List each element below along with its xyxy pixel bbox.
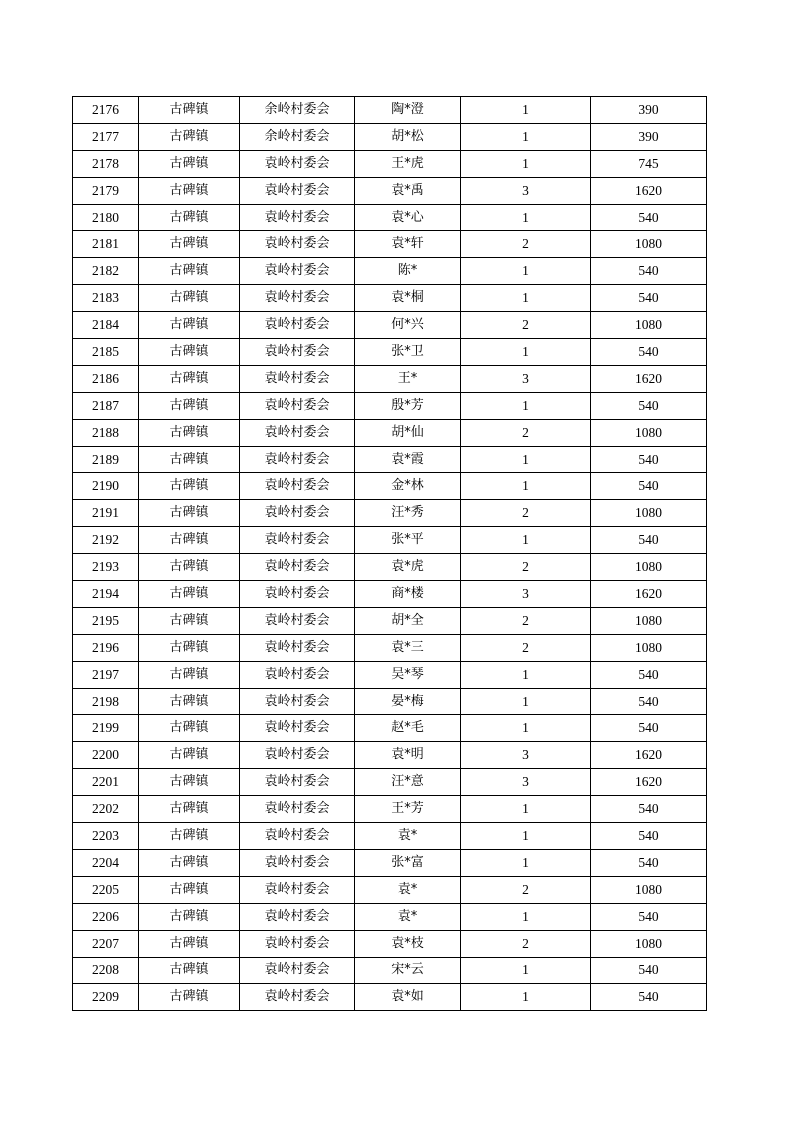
cell-serial-number: 2202 bbox=[73, 796, 139, 823]
cell-town: 古碑镇 bbox=[139, 123, 240, 150]
cell-person-count: 1 bbox=[461, 957, 591, 984]
cell-amount: 540 bbox=[591, 339, 707, 366]
cell-village-committee: 袁岭村委会 bbox=[240, 581, 355, 608]
cell-person-name: 金*林 bbox=[355, 473, 461, 500]
cell-village-committee: 袁岭村委会 bbox=[240, 258, 355, 285]
cell-village-committee: 袁岭村委会 bbox=[240, 742, 355, 769]
cell-amount: 1620 bbox=[591, 365, 707, 392]
cell-town: 古碑镇 bbox=[139, 177, 240, 204]
cell-person-count: 3 bbox=[461, 177, 591, 204]
cell-serial-number: 2178 bbox=[73, 150, 139, 177]
cell-person-name: 吴*琴 bbox=[355, 661, 461, 688]
cell-amount: 1080 bbox=[591, 634, 707, 661]
cell-amount: 540 bbox=[591, 688, 707, 715]
cell-amount: 390 bbox=[591, 123, 707, 150]
table-row bbox=[73, 419, 707, 446]
cell-amount: 540 bbox=[591, 392, 707, 419]
cell-town: 古碑镇 bbox=[139, 473, 240, 500]
cell-amount: 1620 bbox=[591, 177, 707, 204]
cell-person-count: 1 bbox=[461, 688, 591, 715]
cell-person-name: 袁*轩 bbox=[355, 231, 461, 258]
cell-village-committee: 袁岭村委会 bbox=[240, 903, 355, 930]
cell-village-committee: 余岭村委会 bbox=[240, 97, 355, 124]
cell-village-committee: 袁岭村委会 bbox=[240, 715, 355, 742]
cell-village-committee: 袁岭村委会 bbox=[240, 661, 355, 688]
cell-serial-number: 2197 bbox=[73, 661, 139, 688]
table-row bbox=[73, 688, 707, 715]
cell-serial-number: 2183 bbox=[73, 285, 139, 312]
cell-person-count: 1 bbox=[461, 204, 591, 231]
cell-person-count: 1 bbox=[461, 984, 591, 1011]
cell-town: 古碑镇 bbox=[139, 365, 240, 392]
cell-amount: 1080 bbox=[591, 500, 707, 527]
cell-town: 古碑镇 bbox=[139, 930, 240, 957]
cell-town: 古碑镇 bbox=[139, 849, 240, 876]
cell-amount: 540 bbox=[591, 796, 707, 823]
cell-village-committee: 袁岭村委会 bbox=[240, 823, 355, 850]
cell-person-name: 袁* bbox=[355, 876, 461, 903]
table-row bbox=[73, 581, 707, 608]
table-row bbox=[73, 769, 707, 796]
cell-serial-number: 2185 bbox=[73, 339, 139, 366]
cell-serial-number: 2184 bbox=[73, 312, 139, 339]
cell-person-name: 张*平 bbox=[355, 527, 461, 554]
cell-serial-number: 2188 bbox=[73, 419, 139, 446]
table-row bbox=[73, 903, 707, 930]
cell-person-name: 殷*芳 bbox=[355, 392, 461, 419]
cell-serial-number: 2187 bbox=[73, 392, 139, 419]
cell-amount: 1620 bbox=[591, 742, 707, 769]
cell-village-committee: 袁岭村委会 bbox=[240, 285, 355, 312]
cell-village-committee: 袁岭村委会 bbox=[240, 177, 355, 204]
cell-town: 古碑镇 bbox=[139, 769, 240, 796]
cell-person-name: 张*富 bbox=[355, 849, 461, 876]
table-row bbox=[73, 177, 707, 204]
cell-village-committee: 袁岭村委会 bbox=[240, 150, 355, 177]
cell-town: 古碑镇 bbox=[139, 258, 240, 285]
cell-person-count: 2 bbox=[461, 231, 591, 258]
cell-town: 古碑镇 bbox=[139, 150, 240, 177]
table-row bbox=[73, 446, 707, 473]
cell-person-count: 3 bbox=[461, 742, 591, 769]
table-row bbox=[73, 231, 707, 258]
cell-amount: 1620 bbox=[591, 581, 707, 608]
cell-person-count: 1 bbox=[461, 473, 591, 500]
cell-serial-number: 2203 bbox=[73, 823, 139, 850]
cell-serial-number: 2191 bbox=[73, 500, 139, 527]
cell-serial-number: 2206 bbox=[73, 903, 139, 930]
cell-person-count: 2 bbox=[461, 554, 591, 581]
cell-person-count: 1 bbox=[461, 446, 591, 473]
cell-amount: 1080 bbox=[591, 607, 707, 634]
cell-village-committee: 袁岭村委会 bbox=[240, 500, 355, 527]
table-row bbox=[73, 930, 707, 957]
cell-village-committee: 袁岭村委会 bbox=[240, 312, 355, 339]
cell-amount: 1080 bbox=[591, 554, 707, 581]
table-row bbox=[73, 258, 707, 285]
cell-amount: 540 bbox=[591, 823, 707, 850]
cell-village-committee: 袁岭村委会 bbox=[240, 231, 355, 258]
cell-town: 古碑镇 bbox=[139, 903, 240, 930]
cell-person-count: 2 bbox=[461, 312, 591, 339]
cell-person-name: 王*芳 bbox=[355, 796, 461, 823]
cell-person-name: 王*虎 bbox=[355, 150, 461, 177]
cell-amount: 1080 bbox=[591, 419, 707, 446]
cell-village-committee: 袁岭村委会 bbox=[240, 607, 355, 634]
cell-village-committee: 袁岭村委会 bbox=[240, 204, 355, 231]
cell-person-name: 何*兴 bbox=[355, 312, 461, 339]
cell-person-name: 袁*明 bbox=[355, 742, 461, 769]
cell-town: 古碑镇 bbox=[139, 204, 240, 231]
cell-town: 古碑镇 bbox=[139, 581, 240, 608]
cell-amount: 540 bbox=[591, 258, 707, 285]
table-row bbox=[73, 796, 707, 823]
cell-town: 古碑镇 bbox=[139, 392, 240, 419]
cell-person-name: 张*卫 bbox=[355, 339, 461, 366]
cell-village-committee: 袁岭村委会 bbox=[240, 876, 355, 903]
cell-village-committee: 袁岭村委会 bbox=[240, 339, 355, 366]
cell-serial-number: 2207 bbox=[73, 930, 139, 957]
cell-person-name: 汪*意 bbox=[355, 769, 461, 796]
cell-person-name: 袁*禹 bbox=[355, 177, 461, 204]
cell-town: 古碑镇 bbox=[139, 823, 240, 850]
cell-person-count: 3 bbox=[461, 365, 591, 392]
cell-village-committee: 袁岭村委会 bbox=[240, 419, 355, 446]
cell-person-name: 袁*枝 bbox=[355, 930, 461, 957]
cell-town: 古碑镇 bbox=[139, 419, 240, 446]
cell-village-committee: 袁岭村委会 bbox=[240, 688, 355, 715]
cell-person-count: 1 bbox=[461, 823, 591, 850]
cell-amount: 540 bbox=[591, 473, 707, 500]
cell-amount: 540 bbox=[591, 285, 707, 312]
cell-person-count: 1 bbox=[461, 258, 591, 285]
cell-town: 古碑镇 bbox=[139, 446, 240, 473]
cell-person-count: 2 bbox=[461, 876, 591, 903]
cell-amount: 1080 bbox=[591, 930, 707, 957]
cell-person-count: 1 bbox=[461, 97, 591, 124]
cell-town: 古碑镇 bbox=[139, 527, 240, 554]
table-row bbox=[73, 742, 707, 769]
cell-serial-number: 2179 bbox=[73, 177, 139, 204]
cell-town: 古碑镇 bbox=[139, 231, 240, 258]
cell-amount: 390 bbox=[591, 97, 707, 124]
cell-village-committee: 袁岭村委会 bbox=[240, 554, 355, 581]
table-row bbox=[73, 500, 707, 527]
cell-serial-number: 2181 bbox=[73, 231, 139, 258]
cell-person-count: 2 bbox=[461, 634, 591, 661]
cell-village-committee: 袁岭村委会 bbox=[240, 849, 355, 876]
cell-person-count: 2 bbox=[461, 607, 591, 634]
cell-person-count: 3 bbox=[461, 769, 591, 796]
cell-village-committee: 袁岭村委会 bbox=[240, 930, 355, 957]
cell-amount: 540 bbox=[591, 446, 707, 473]
table-row bbox=[73, 849, 707, 876]
cell-person-count: 1 bbox=[461, 285, 591, 312]
cell-person-name: 胡*松 bbox=[355, 123, 461, 150]
cell-serial-number: 2200 bbox=[73, 742, 139, 769]
cell-serial-number: 2189 bbox=[73, 446, 139, 473]
cell-village-committee: 袁岭村委会 bbox=[240, 769, 355, 796]
cell-amount: 540 bbox=[591, 204, 707, 231]
cell-amount: 540 bbox=[591, 984, 707, 1011]
cell-serial-number: 2201 bbox=[73, 769, 139, 796]
cell-town: 古碑镇 bbox=[139, 500, 240, 527]
cell-amount: 540 bbox=[591, 527, 707, 554]
cell-serial-number: 2208 bbox=[73, 957, 139, 984]
cell-town: 古碑镇 bbox=[139, 957, 240, 984]
records-table bbox=[72, 96, 707, 1011]
cell-town: 古碑镇 bbox=[139, 742, 240, 769]
cell-person-name: 宋*云 bbox=[355, 957, 461, 984]
cell-person-name: 王* bbox=[355, 365, 461, 392]
cell-serial-number: 2176 bbox=[73, 97, 139, 124]
cell-village-committee: 袁岭村委会 bbox=[240, 473, 355, 500]
cell-person-count: 1 bbox=[461, 527, 591, 554]
cell-town: 古碑镇 bbox=[139, 876, 240, 903]
cell-serial-number: 2186 bbox=[73, 365, 139, 392]
cell-person-name: 袁*桐 bbox=[355, 285, 461, 312]
cell-person-name: 晏*梅 bbox=[355, 688, 461, 715]
cell-town: 古碑镇 bbox=[139, 984, 240, 1011]
table-row bbox=[73, 876, 707, 903]
table-row bbox=[73, 123, 707, 150]
cell-amount: 540 bbox=[591, 849, 707, 876]
cell-person-count: 1 bbox=[461, 661, 591, 688]
cell-person-name: 袁*虎 bbox=[355, 554, 461, 581]
cell-town: 古碑镇 bbox=[139, 715, 240, 742]
table-row bbox=[73, 607, 707, 634]
table-row bbox=[73, 984, 707, 1011]
cell-person-count: 2 bbox=[461, 500, 591, 527]
table-row bbox=[73, 554, 707, 581]
cell-amount: 1080 bbox=[591, 876, 707, 903]
cell-person-name: 袁* bbox=[355, 903, 461, 930]
cell-serial-number: 2195 bbox=[73, 607, 139, 634]
cell-town: 古碑镇 bbox=[139, 339, 240, 366]
cell-serial-number: 2180 bbox=[73, 204, 139, 231]
table-row bbox=[73, 715, 707, 742]
cell-person-count: 1 bbox=[461, 150, 591, 177]
cell-amount: 540 bbox=[591, 957, 707, 984]
cell-serial-number: 2204 bbox=[73, 849, 139, 876]
cell-village-committee: 余岭村委会 bbox=[240, 123, 355, 150]
cell-serial-number: 2194 bbox=[73, 581, 139, 608]
table-row bbox=[73, 473, 707, 500]
table-row bbox=[73, 150, 707, 177]
cell-serial-number: 2199 bbox=[73, 715, 139, 742]
cell-village-committee: 袁岭村委会 bbox=[240, 634, 355, 661]
table-row bbox=[73, 365, 707, 392]
cell-person-name: 汪*秀 bbox=[355, 500, 461, 527]
cell-town: 古碑镇 bbox=[139, 796, 240, 823]
cell-amount: 745 bbox=[591, 150, 707, 177]
cell-village-committee: 袁岭村委会 bbox=[240, 392, 355, 419]
cell-serial-number: 2182 bbox=[73, 258, 139, 285]
cell-person-count: 2 bbox=[461, 419, 591, 446]
table-row bbox=[73, 339, 707, 366]
cell-serial-number: 2198 bbox=[73, 688, 139, 715]
cell-village-committee: 袁岭村委会 bbox=[240, 984, 355, 1011]
cell-person-name: 袁* bbox=[355, 823, 461, 850]
table-row bbox=[73, 661, 707, 688]
cell-person-count: 1 bbox=[461, 715, 591, 742]
cell-person-count: 1 bbox=[461, 796, 591, 823]
cell-village-committee: 袁岭村委会 bbox=[240, 796, 355, 823]
cell-amount: 540 bbox=[591, 715, 707, 742]
cell-serial-number: 2193 bbox=[73, 554, 139, 581]
cell-person-name: 商*楼 bbox=[355, 581, 461, 608]
cell-person-name: 赵*毛 bbox=[355, 715, 461, 742]
table-row bbox=[73, 634, 707, 661]
table-row bbox=[73, 392, 707, 419]
cell-town: 古碑镇 bbox=[139, 312, 240, 339]
cell-village-committee: 袁岭村委会 bbox=[240, 527, 355, 554]
cell-amount: 540 bbox=[591, 661, 707, 688]
cell-town: 古碑镇 bbox=[139, 607, 240, 634]
cell-person-name: 胡*仙 bbox=[355, 419, 461, 446]
cell-town: 古碑镇 bbox=[139, 554, 240, 581]
cell-person-count: 1 bbox=[461, 392, 591, 419]
cell-town: 古碑镇 bbox=[139, 661, 240, 688]
cell-village-committee: 袁岭村委会 bbox=[240, 446, 355, 473]
cell-serial-number: 2209 bbox=[73, 984, 139, 1011]
cell-serial-number: 2205 bbox=[73, 876, 139, 903]
cell-village-committee: 袁岭村委会 bbox=[240, 957, 355, 984]
cell-serial-number: 2192 bbox=[73, 527, 139, 554]
table-row bbox=[73, 957, 707, 984]
cell-serial-number: 2190 bbox=[73, 473, 139, 500]
cell-person-count: 1 bbox=[461, 339, 591, 366]
cell-town: 古碑镇 bbox=[139, 97, 240, 124]
cell-serial-number: 2196 bbox=[73, 634, 139, 661]
table-row bbox=[73, 312, 707, 339]
cell-amount: 540 bbox=[591, 903, 707, 930]
cell-person-count: 1 bbox=[461, 123, 591, 150]
cell-serial-number: 2177 bbox=[73, 123, 139, 150]
cell-person-count: 2 bbox=[461, 930, 591, 957]
cell-person-name: 袁*心 bbox=[355, 204, 461, 231]
cell-amount: 1080 bbox=[591, 231, 707, 258]
table-row bbox=[73, 285, 707, 312]
cell-person-name: 袁*如 bbox=[355, 984, 461, 1011]
cell-person-name: 陈* bbox=[355, 258, 461, 285]
cell-person-name: 袁*三 bbox=[355, 634, 461, 661]
cell-person-count: 1 bbox=[461, 849, 591, 876]
cell-person-name: 陶*澄 bbox=[355, 97, 461, 124]
table-row bbox=[73, 204, 707, 231]
cell-village-committee: 袁岭村委会 bbox=[240, 365, 355, 392]
cell-town: 古碑镇 bbox=[139, 285, 240, 312]
records-table-body bbox=[73, 97, 707, 1011]
cell-person-name: 袁*霞 bbox=[355, 446, 461, 473]
table-row bbox=[73, 823, 707, 850]
cell-town: 古碑镇 bbox=[139, 688, 240, 715]
cell-person-count: 3 bbox=[461, 581, 591, 608]
table-row bbox=[73, 527, 707, 554]
cell-person-count: 1 bbox=[461, 903, 591, 930]
table-row bbox=[73, 97, 707, 124]
cell-amount: 1620 bbox=[591, 769, 707, 796]
cell-town: 古碑镇 bbox=[139, 634, 240, 661]
cell-person-name: 胡*全 bbox=[355, 607, 461, 634]
cell-amount: 1080 bbox=[591, 312, 707, 339]
